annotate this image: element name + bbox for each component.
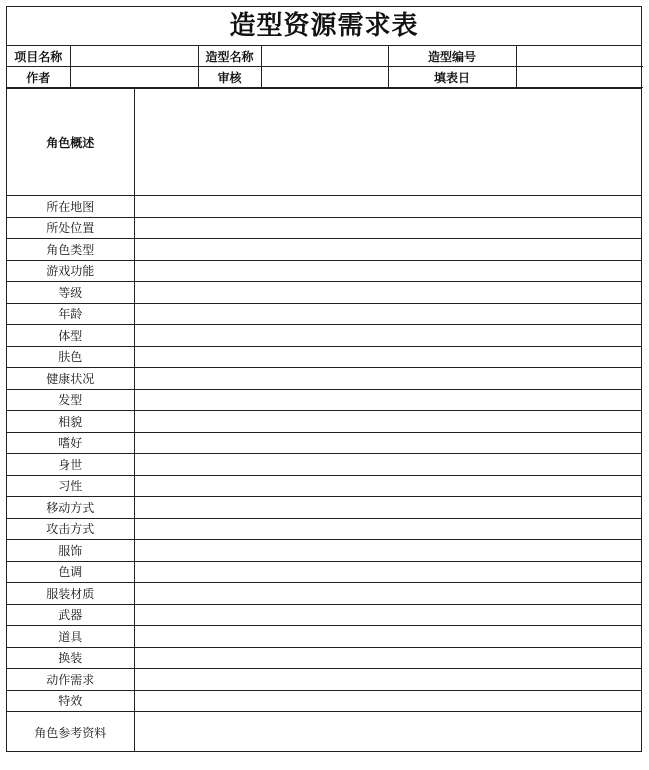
- overview-field[interactable]: [134, 89, 641, 196]
- attribute-label: 色调: [7, 561, 134, 583]
- attribute-label: 习性: [7, 475, 134, 497]
- attribute-label: 所处位置: [7, 217, 134, 239]
- attribute-row: [7, 196, 641, 218]
- attribute-row: [7, 647, 641, 669]
- attribute-label: 攻击方式: [7, 518, 134, 540]
- attribute-row: [7, 561, 641, 583]
- attribute-row: [7, 217, 641, 239]
- attribute-row: [7, 411, 641, 433]
- attribute-label: 发型: [7, 389, 134, 411]
- attribute-field[interactable]: [134, 303, 641, 325]
- attribute-label: 换装: [7, 647, 134, 669]
- header-row-2: [7, 67, 643, 88]
- model-id-field[interactable]: [516, 46, 643, 67]
- attribute-row: [7, 497, 641, 519]
- review-field[interactable]: [261, 67, 388, 88]
- attribute-label: 健康状况: [7, 368, 134, 390]
- attribute-label: 嗜好: [7, 432, 134, 454]
- attribute-field[interactable]: [134, 561, 641, 583]
- attribute-field[interactable]: [134, 497, 641, 519]
- attribute-field[interactable]: [134, 475, 641, 497]
- reference-row: [7, 712, 641, 753]
- attribute-field[interactable]: [134, 196, 641, 218]
- attribute-field[interactable]: [134, 411, 641, 433]
- review-label: 审核: [198, 67, 261, 88]
- attribute-field[interactable]: [134, 217, 641, 239]
- reference-field[interactable]: [134, 712, 641, 753]
- date-field[interactable]: [516, 67, 643, 88]
- attribute-row: [7, 239, 641, 261]
- attribute-row: [7, 540, 641, 562]
- date-label: 填表日: [388, 67, 516, 88]
- attribute-label: 所在地图: [7, 196, 134, 218]
- attribute-field[interactable]: [134, 626, 641, 648]
- attribute-field[interactable]: [134, 260, 641, 282]
- attribute-label: 角色类型: [7, 239, 134, 261]
- attribute-label: 移动方式: [7, 497, 134, 519]
- attribute-row: [7, 303, 641, 325]
- attribute-label: 服装材质: [7, 583, 134, 605]
- attribute-row: [7, 669, 641, 691]
- project-name-field[interactable]: [70, 46, 198, 67]
- attribute-label: 年龄: [7, 303, 134, 325]
- attribute-label: 体型: [7, 325, 134, 347]
- attribute-row: [7, 518, 641, 540]
- attribute-field[interactable]: [134, 604, 641, 626]
- attribute-field[interactable]: [134, 239, 641, 261]
- model-id-label: 造型编号: [388, 46, 516, 67]
- attribute-row: [7, 454, 641, 476]
- attribute-field[interactable]: [134, 518, 641, 540]
- attribute-row: [7, 432, 641, 454]
- reference-label: 角色参考资料: [7, 712, 134, 753]
- attribute-field[interactable]: [134, 647, 641, 669]
- attribute-field[interactable]: [134, 282, 641, 304]
- attribute-row: [7, 346, 641, 368]
- attribute-row: [7, 690, 641, 712]
- attribute-row: [7, 282, 641, 304]
- attribute-label: 动作需求: [7, 669, 134, 691]
- attribute-row: [7, 260, 641, 282]
- attribute-field[interactable]: [134, 454, 641, 476]
- attribute-table: [7, 88, 641, 752]
- model-name-field[interactable]: [261, 46, 388, 67]
- attribute-field[interactable]: [134, 389, 641, 411]
- attribute-label: 相貌: [7, 411, 134, 433]
- attribute-row: [7, 368, 641, 390]
- attribute-row: [7, 626, 641, 648]
- overview-label: 角色概述: [7, 89, 134, 196]
- attribute-label: 道具: [7, 626, 134, 648]
- overview-row: [7, 89, 641, 196]
- attribute-label: 武器: [7, 604, 134, 626]
- attribute-label: 等级: [7, 282, 134, 304]
- model-name-label: 造型名称: [198, 46, 261, 67]
- attribute-field[interactable]: [134, 690, 641, 712]
- attribute-row: [7, 325, 641, 347]
- attribute-field[interactable]: [134, 325, 641, 347]
- attribute-label: 身世: [7, 454, 134, 476]
- project-name-label: 项目名称: [7, 46, 70, 67]
- attribute-row: [7, 583, 641, 605]
- attribute-label: 肤色: [7, 346, 134, 368]
- attribute-field[interactable]: [134, 540, 641, 562]
- attribute-label: 服饰: [7, 540, 134, 562]
- header-row-1: [7, 46, 643, 67]
- form-title: 造型资源需求表: [7, 7, 641, 46]
- attribute-row: [7, 604, 641, 626]
- requirement-form: [6, 6, 642, 752]
- attribute-field[interactable]: [134, 669, 641, 691]
- header-table: [7, 46, 643, 88]
- attribute-label: 游戏功能: [7, 260, 134, 282]
- attribute-row: [7, 389, 641, 411]
- author-field[interactable]: [70, 67, 198, 88]
- author-label: 作者: [7, 67, 70, 88]
- attribute-field[interactable]: [134, 368, 641, 390]
- attribute-row: [7, 475, 641, 497]
- attribute-field[interactable]: [134, 583, 641, 605]
- attribute-field[interactable]: [134, 432, 641, 454]
- attribute-field[interactable]: [134, 346, 641, 368]
- attribute-label: 特效: [7, 690, 134, 712]
